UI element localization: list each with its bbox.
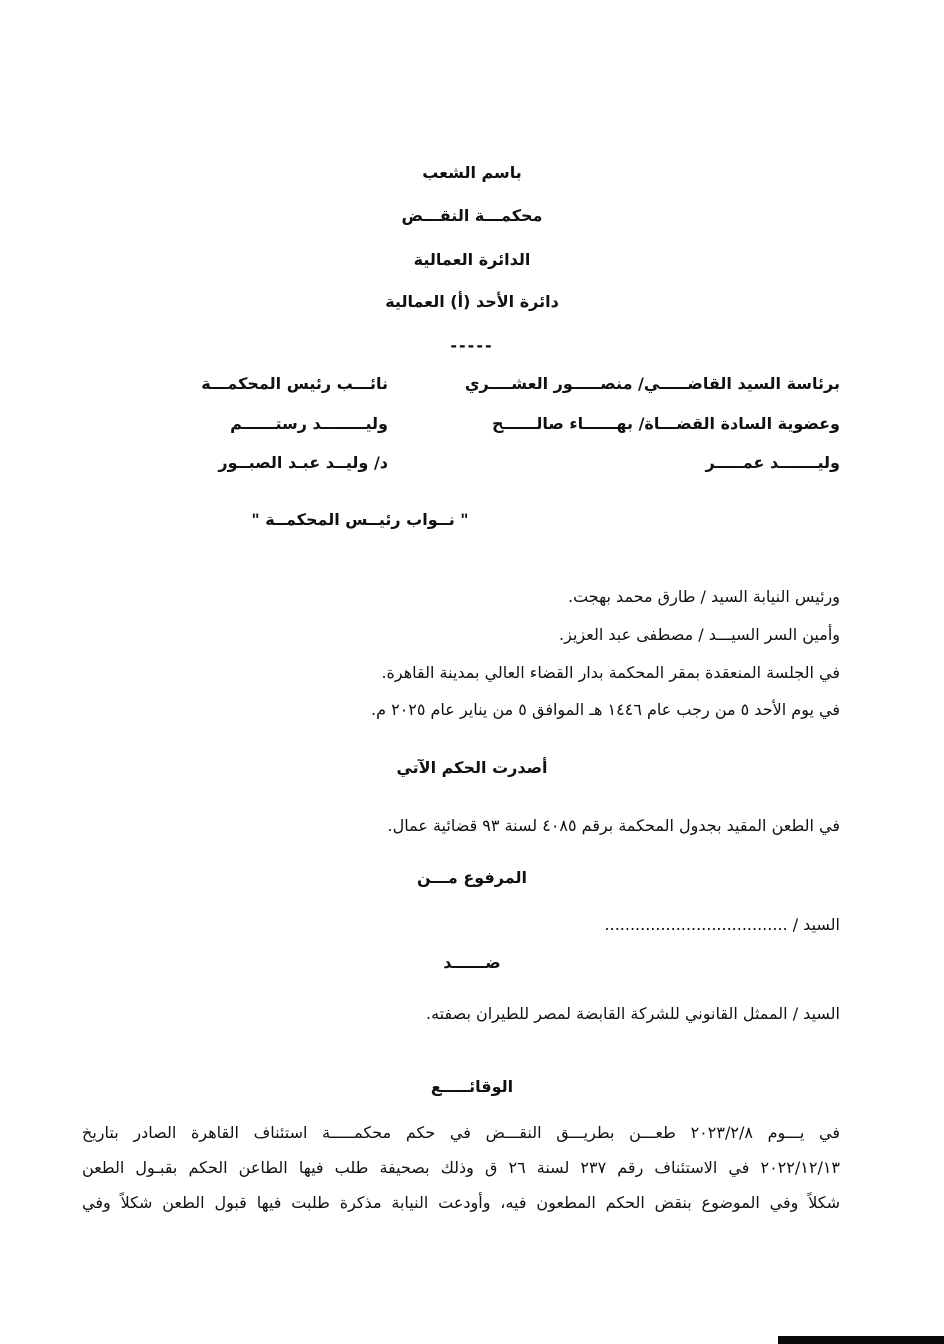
member-4: د/ وليــد عبـد الصبــور [218, 453, 388, 472]
deputies-note: " نــواب رئيــس المحكمــة " [251, 510, 469, 529]
respondent-line: السيد / الممثل القانوني للشركة القابضة لمصر للطيران بصفته. [425, 1004, 840, 1023]
facts-line-2: ٢٠٢٢/١٢/١٣ في الاستئناف رقم ٢٣٧ لسنة ٢٦ ق وذلك بصحيفة طلب فيها الطاعن الحكم بقبـول الطعن [82, 1158, 841, 1177]
date-line: في يوم الأحد ٥ من رجب عام ١٤٤٦ هـ الموافق ٥ من يناير عام ٢٠٢٥ م. [370, 700, 840, 719]
ruling-heading: أصدرت الحكم الآتي [396, 758, 548, 777]
prosecution-line: ورئيس النيابة السيد / طارق محمد بهجت. [568, 587, 840, 606]
in-name-of-people-heading: باسم الشعب [422, 163, 522, 182]
court-name-heading: محكمـــة النقـــض [401, 206, 543, 225]
circuit-heading: الدائرة العمالية [413, 250, 531, 269]
venue-line: في الجلسة المنعقدة بمقر المحكمة بدار القضاء العالي بمدينة القاهرة. [381, 663, 840, 682]
appellant-line: السيد / .................................... [604, 915, 840, 934]
presidency-title: نائـــب رئيس المحكمـــة [201, 374, 388, 393]
facts-line-3: شكلاً وفي الموضوع بنقض الحكم المطعون فيه، وأودعت النيابة مذكرة طلبت فيها قبول الطعن شكلاً وفي [82, 1193, 840, 1212]
sunday-circuit-heading: دائرة الأحد (أ) العمالية [385, 292, 559, 311]
header-separator: ----- [450, 336, 494, 355]
filed-by-heading: المرفوع مـــن [417, 868, 527, 887]
facts-heading: الوقائـــــع [430, 1077, 514, 1096]
page-corner-mark [778, 1336, 944, 1344]
presidency-line: برئاسة السيد القاضـــــي/ منصـــــور العشــــري [464, 374, 840, 393]
membership-line: وعضوية السادة القضـــاة/ بهــــــاء صالــــــح [492, 414, 840, 433]
member-3: وليـــــــد عمـــــر [705, 453, 840, 472]
secretary-line: وأمين السر السيـــد / مصطفى عبد العزيز. [559, 625, 840, 644]
against-heading: ضــــــد [443, 953, 501, 972]
facts-line-1: في يـــوم ٢٠٢٣/٢/٨ طعـــن بطريـــق النقـــض في حكم محكمـــــة استئناف القاهرة الصادر بتاريخ [82, 1123, 840, 1142]
member-2: وليــــــــد رستــــــم [230, 414, 388, 433]
appeal-reference: في الطعن المقيد بجدول المحكمة برقم ٤٠٨٥ لسنة ٩٣ قضائية عمال. [387, 816, 840, 835]
